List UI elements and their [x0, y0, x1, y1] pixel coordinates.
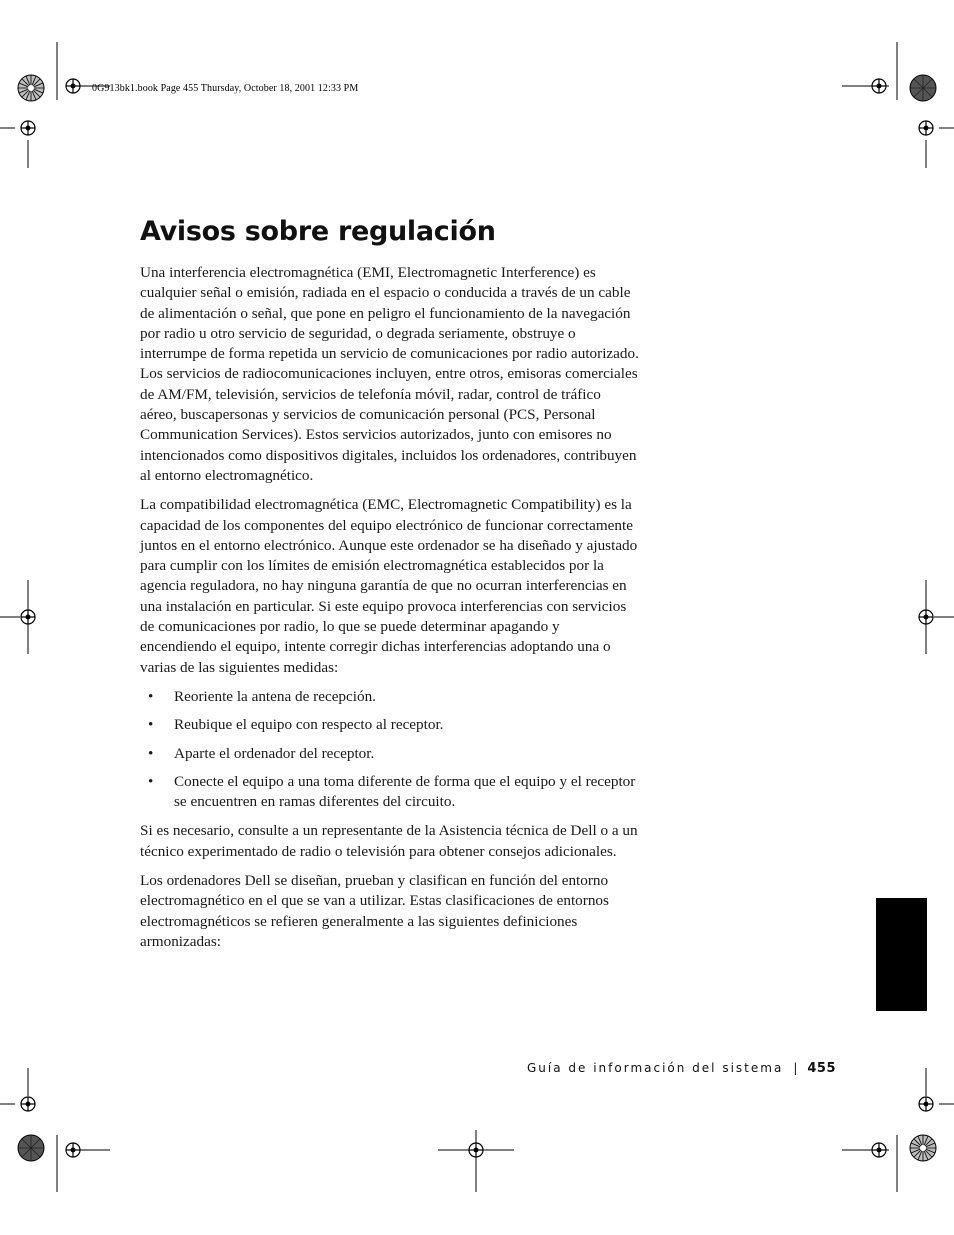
bullet-icon: • [148, 772, 154, 790]
paragraph-support: Si es necesario, consulte a un representante de la Asistencia técnica de Dell o a un técnico experimentado de radio o televisión para obtener consejos adicionales. [140, 822, 638, 860]
measures-list [140, 687, 640, 812]
list-item [140, 772, 640, 813]
list-item-text: Reubique el equipo con respecto al receptor. [174, 716, 444, 734]
list-item-text: Reoriente la antena de recepción. [174, 687, 376, 705]
page-footer [527, 1061, 836, 1076]
paragraph-emi: Una interferencia electromagnética (EMI, Electromagnetic Interference) es cualquier señal o emisión, radiada en el espacio o conducida a través de un cable de alimentación o señal, que pone en peligro el funcionamiento de la navegación por radio u otro servicio de seguridad, o degrada seriamente, obstruye o interrumpe de forma repetida un servicio de comunicaciones por radio autorizado. Los servicios de radiocomunicaciones incluyen, entre otros, emisoras comerciales de AM/FM, televisión, servicios de telefonía móvil, radar, control de tráfico aéreo, buscapersonas y servicios de comunicación personal (PCS, Personal Communication Services). Estos servicios autorizados, junto con emisores no intencionados como dispositivos digitales, incluidos los ordenadores, contribuyen al entorno electromagnético. [140, 264, 639, 484]
list-item-text: Aparte el ordenador del receptor. [174, 744, 375, 762]
main-content [140, 212, 640, 961]
list-item-text: Conecte el equipo a una toma diferente de forma que el equipo y el receptor se encuentren en ramas diferentes del circuito. [174, 772, 636, 811]
footer-guide-name: Guía de información del sistema [527, 1061, 784, 1075]
page-number: 455 [807, 1061, 836, 1076]
list-item [140, 715, 640, 735]
book-slug-line: 0G913bk1.book Page 455 Thursday, October 18, 2001 12:33 PM [92, 83, 359, 94]
footer-separator: | [793, 1061, 798, 1075]
bullet-icon: • [148, 744, 154, 762]
section-thumb-tab [876, 898, 927, 1011]
bullet-icon: • [148, 716, 154, 734]
paragraph-classification: Los ordenadores Dell se diseñan, prueban y clasifican en función del entorno electromagnético en el que se van a utilizar. Estas clasificaciones de entornos electromagnéticos se refieren generalmente a las siguientes definiciones armonizadas: [140, 872, 609, 950]
list-item [140, 687, 640, 707]
bullet-icon: • [148, 687, 154, 705]
list-item [140, 744, 640, 764]
page-title: Avisos sobre regulación [140, 216, 496, 247]
paragraph-emc: La compatibilidad electromagnética (EMC, Electromagnetic Compatibility) es la capacidad de los componentes del equipo electrónico de funcionar correctamente juntos en el entorno electrónico. Aunque este ordenador se ha diseñado y ajustado para cumplir con los límites de emisión electromagnética establecidos por la agencia reguladora, no hay ninguna garantía de que no ocurran interferencias en una instalación en particular. Si este equipo provoca interferencias con servicios de comunicaciones por radio, lo que se puede determinar apagando y encendiendo el equipo, intente corregir dichas interferencias adoptando una o varias de las siguientes medidas: [140, 496, 638, 676]
